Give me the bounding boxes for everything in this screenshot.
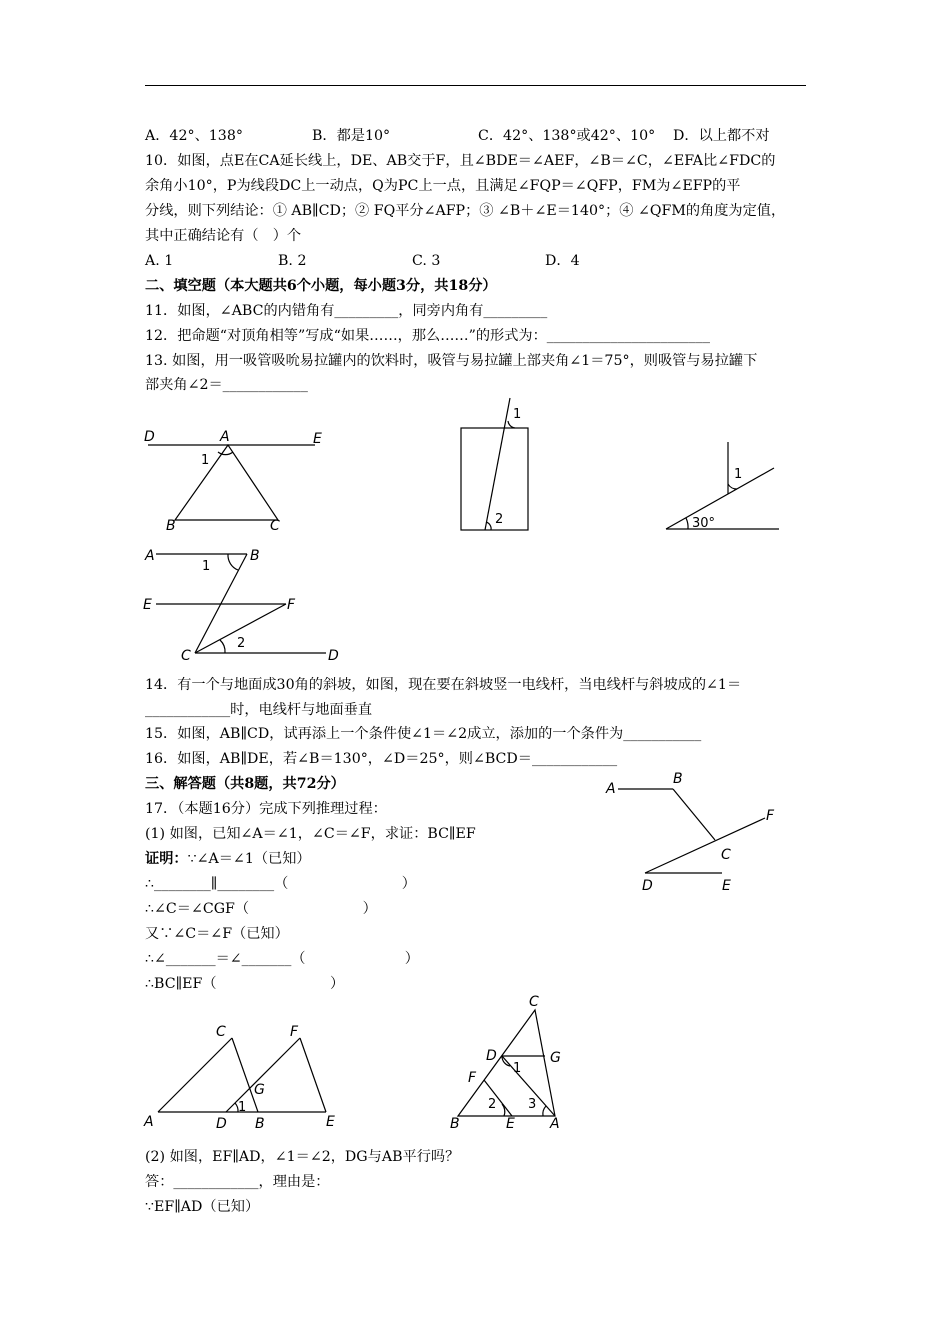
label-B: B bbox=[250, 548, 260, 564]
section-2-heading: 二、填空题（本大题共6个小题，每小题3分，共18分） bbox=[145, 278, 497, 294]
label-D: D bbox=[486, 1048, 497, 1064]
figure-triangle-de bbox=[140, 425, 340, 535]
q10-line2: 余角小10°，P为线段DC上一动点，Q为PC上一点，且满足∠FQP＝∠QFP，FM为∠EFP的平 bbox=[145, 178, 741, 194]
q15: 15．如图，AB∥CD，试再添上一个条件使∠1＝∠2成立，添加的一个条件为___________ bbox=[145, 726, 702, 742]
label-F: F bbox=[287, 597, 296, 613]
figure-zigzag bbox=[140, 543, 350, 663]
label-A: A bbox=[220, 429, 230, 445]
label-1: 1 bbox=[238, 1100, 247, 1115]
q10-line1: 10．如图，点E在CA延长线上，DE、AB交于F，且∠BDE＝∠AEF，∠B＝∠C，∠EFA比∠FDC的 bbox=[145, 153, 776, 169]
header-rule bbox=[145, 85, 806, 86]
q9-option-c: C．42°、138°或42°、10° bbox=[478, 128, 656, 144]
label-D: D bbox=[328, 648, 339, 664]
angle-3-arc bbox=[543, 1106, 546, 1116]
segment-AC bbox=[158, 1038, 232, 1112]
q13-line2: 部夹角∠2＝____________ bbox=[145, 377, 308, 393]
label-B: B bbox=[450, 1116, 460, 1132]
q10-option-c: C. 3 bbox=[412, 253, 441, 269]
label-A: A bbox=[550, 1116, 560, 1132]
q11: 11．如图，∠ABC的内错角有_________，同旁内角有_________ bbox=[145, 303, 548, 319]
label-C: C bbox=[181, 648, 191, 664]
label-F: F bbox=[290, 1024, 299, 1040]
label-E: E bbox=[313, 431, 322, 447]
proof-step1-text: ∵∠A＝∠1（已知） bbox=[187, 851, 311, 867]
q14-line1: 14．有一个与地面成30角的斜坡，如图，现在要在斜坡竖一电线杆，当电线杆与斜坡成的∠1＝ bbox=[145, 677, 742, 693]
q17-part2: (2) 如图，EF∥AD，∠1＝∠2，DG与AB平行吗？ bbox=[145, 1149, 460, 1165]
label-30-degrees: 30° bbox=[692, 516, 716, 531]
label-C: C bbox=[529, 994, 539, 1010]
q13-line1: 13. 如图，用一吸管吸吮易拉罐内的饮料时，吸管与易拉罐上部夹角∠1＝75°，则吸管与易拉罐下 bbox=[145, 353, 758, 369]
label-C: C bbox=[216, 1024, 226, 1040]
label-B: B bbox=[673, 771, 683, 787]
label-E: E bbox=[143, 597, 152, 613]
q12: 12．把命题“对顶角相等”写成“如果……，那么……”的形式为：_______________________ bbox=[145, 328, 710, 344]
label-C: C bbox=[721, 847, 731, 863]
q10-option-d: D．4 bbox=[545, 253, 580, 269]
figure-q17-part1 bbox=[140, 1018, 350, 1133]
figure-q16 bbox=[600, 770, 785, 895]
segment-FE bbox=[300, 1038, 326, 1112]
q16: 16．如图，AB∥DE，若∠B＝130°，∠D＝25°，则∠BCD＝____________ bbox=[145, 751, 618, 767]
label-B: B bbox=[255, 1116, 265, 1132]
q17-proof-step4: 又∵∠C＝∠F（已知） bbox=[145, 926, 289, 942]
q10-option-a: A. 1 bbox=[145, 253, 174, 269]
q10-line3: 分线，则下列结论：① AB∥CD；② FQ平分∠AFP；③ ∠B＋∠E＝140°；④ ∠QFM的角度为定值， bbox=[145, 203, 786, 219]
label-1: 1 bbox=[734, 467, 743, 482]
q14-line2: ____________时，电线杆与地面垂直 bbox=[145, 702, 373, 718]
label-2: 2 bbox=[488, 1097, 497, 1112]
section-3-heading: 三、解答题（共8题，共72分） bbox=[145, 776, 345, 792]
q10-option-b: B. 2 bbox=[278, 253, 307, 269]
q10-line4: 其中正确结论有（ ）个 bbox=[145, 228, 302, 244]
label-G: G bbox=[254, 1082, 265, 1098]
label-1: 1 bbox=[513, 1061, 522, 1076]
label-A: A bbox=[144, 1114, 154, 1130]
proof-label: 证明： bbox=[145, 851, 188, 867]
label-E: E bbox=[326, 1114, 335, 1130]
label-E: E bbox=[722, 878, 731, 894]
q17-proof-step6: ∴BC∥EF（ ） bbox=[145, 976, 345, 992]
label-2: 2 bbox=[237, 636, 246, 651]
label-C: C bbox=[270, 518, 280, 534]
q17-proof-step5: ∴∠_______＝∠_______（ ） bbox=[145, 951, 419, 967]
label-D: D bbox=[216, 1116, 227, 1132]
label-E: E bbox=[506, 1116, 515, 1132]
q17-proof-step3: ∴∠C＝∠CGF（ ） bbox=[145, 901, 377, 917]
figure-slope-pole bbox=[662, 438, 787, 538]
label-1: 1 bbox=[202, 559, 211, 574]
label-D: D bbox=[144, 429, 155, 445]
label-2: 2 bbox=[495, 512, 504, 527]
label-B: B bbox=[166, 518, 176, 534]
q17-proof-step2: ∴________∥________（ ） bbox=[145, 876, 416, 892]
label-G: G bbox=[550, 1050, 561, 1066]
label-A: A bbox=[145, 548, 155, 564]
q9-option-d: D．以上都不对 bbox=[673, 128, 770, 144]
label-1: 1 bbox=[201, 453, 210, 468]
label-D: D bbox=[642, 878, 653, 894]
q17-proof-step1 bbox=[145, 849, 585, 869]
q17-part1: (1) 如图，已知∠A＝∠1，∠C＝∠F，求证：BC∥EF bbox=[145, 826, 476, 842]
q17-title: 17．（本题16分）完成下列推理过程： bbox=[145, 801, 387, 817]
q9-option-a: A．42°、138° bbox=[145, 128, 243, 144]
q17-proof-step7: ∵EF∥AD（已知） bbox=[145, 1199, 260, 1215]
figure-can-straw bbox=[455, 395, 535, 535]
figure-q17-part2 bbox=[450, 990, 580, 1135]
q17-answer: 答：____________，理由是： bbox=[145, 1174, 330, 1190]
label-F: F bbox=[468, 1070, 477, 1086]
label-F: F bbox=[766, 808, 775, 824]
label-1: 1 bbox=[513, 407, 522, 422]
q9-option-b: B．都是10° bbox=[312, 128, 391, 144]
label-3: 3 bbox=[528, 1097, 537, 1112]
label-A: A bbox=[606, 781, 616, 797]
